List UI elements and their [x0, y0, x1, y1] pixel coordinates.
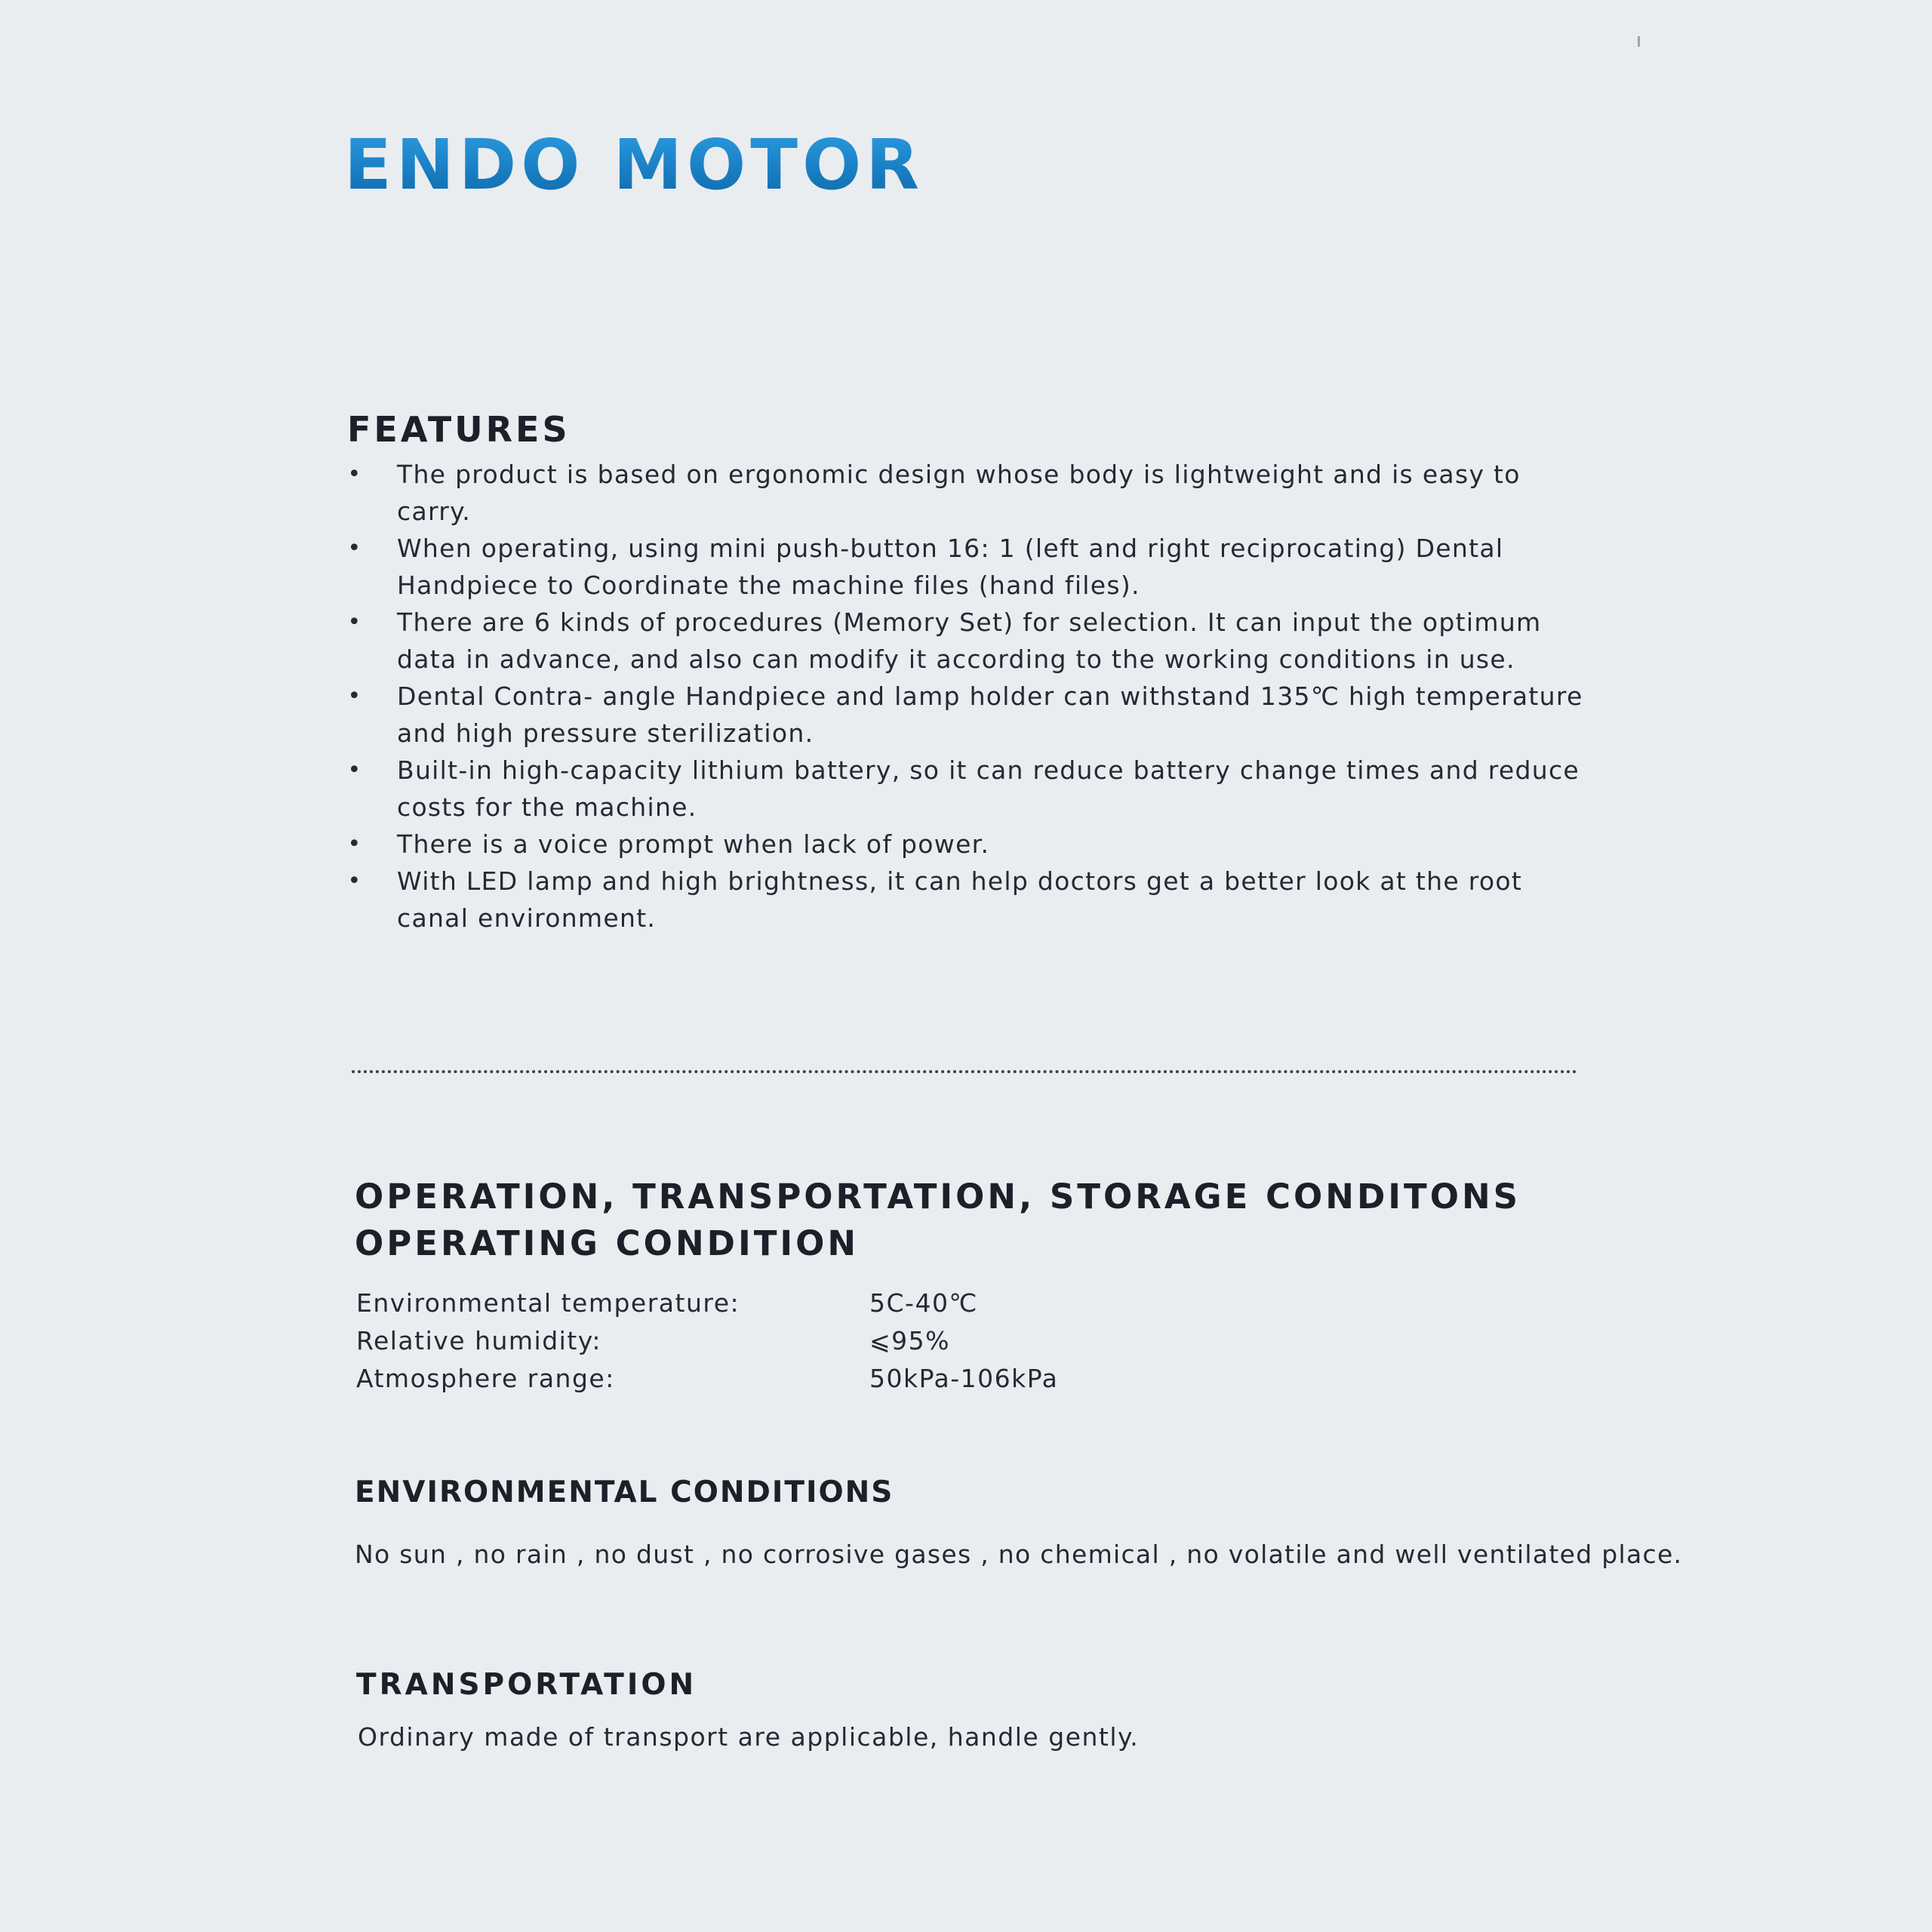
feature-text: There are 6 kinds of procedures (Memory Set) for selection. It can input the optimum data in advance, and also can modify it according to the working conditions in use.: [397, 608, 1542, 674]
feature-item: [347, 678, 1585, 752]
bullet-icon: •: [347, 831, 362, 857]
bullet-icon: •: [347, 461, 362, 488]
bullet-icon: •: [347, 535, 362, 561]
feature-item: [347, 863, 1585, 937]
feature-item: [347, 604, 1585, 678]
feature-item: [347, 752, 1585, 826]
features-list: [347, 456, 1585, 937]
condition-label: Relative humidity:: [356, 1326, 602, 1355]
operation-heading-line1: OPERATION, TRANSPORTATION, STORAGE CONDITONS: [355, 1177, 1521, 1217]
feature-item: [347, 826, 1585, 863]
transportation-heading: TRANSPORTATION: [356, 1668, 697, 1702]
condition-value: 5C-40℃: [869, 1288, 978, 1318]
bullet-icon: •: [347, 683, 362, 709]
table-row: [356, 1360, 1058, 1398]
feature-text: Dental Contra- angle Handpiece and lamp holder can withstand 135℃ high temperature and high pressure sterilization.: [397, 681, 1583, 748]
condition-label: Atmosphere range:: [356, 1364, 615, 1393]
operation-heading: [355, 1174, 1521, 1267]
transportation-text: Ordinary made of transport are applicable, handle gently.: [358, 1722, 1140, 1752]
table-row: [356, 1284, 1058, 1322]
table-row: [356, 1322, 1058, 1360]
condition-value: 50kPa-106kPa: [869, 1364, 1059, 1393]
features-heading: FEATURES: [347, 409, 571, 450]
feature-text: Built-in high-capacity lithium battery, so it can reduce battery change times and reduce costs for the machine.: [397, 755, 1580, 822]
environmental-text: No sun , no rain , no dust , no corrosive gases , no chemical , no volatile and well ventilated place.: [355, 1540, 1683, 1569]
bullet-icon: •: [347, 868, 362, 894]
bullet-icon: •: [347, 757, 362, 783]
feature-text: With LED lamp and high brightness, it can help doctors get a better look at the root canal environment.: [397, 866, 1523, 933]
condition-label: Environmental temperature:: [356, 1288, 740, 1318]
dotted-divider: [352, 1070, 1577, 1073]
bullet-icon: •: [347, 609, 362, 635]
operating-condition-table: [356, 1284, 1058, 1398]
feature-text: When operating, using mini push-button 16: 1 (left and right reciprocating) Dental Handpiece to Coordinate the machine files (hand files).: [397, 534, 1504, 600]
feature-text: The product is based on ergonomic design whose body is lightweight and is easy to carry.: [397, 460, 1521, 526]
page-title: ENDO MOTOR: [344, 125, 924, 205]
operation-heading-line2: OPERATING CONDITION: [355, 1223, 860, 1263]
feature-text: There is a voice prompt when lack of power.: [397, 829, 990, 859]
feature-item: [347, 530, 1585, 604]
condition-value: ⩽95%: [869, 1326, 950, 1355]
environmental-heading: ENVIRONMENTAL CONDITIONS: [355, 1475, 894, 1509]
scan-mark: [1638, 36, 1640, 47]
feature-item: [347, 456, 1585, 530]
